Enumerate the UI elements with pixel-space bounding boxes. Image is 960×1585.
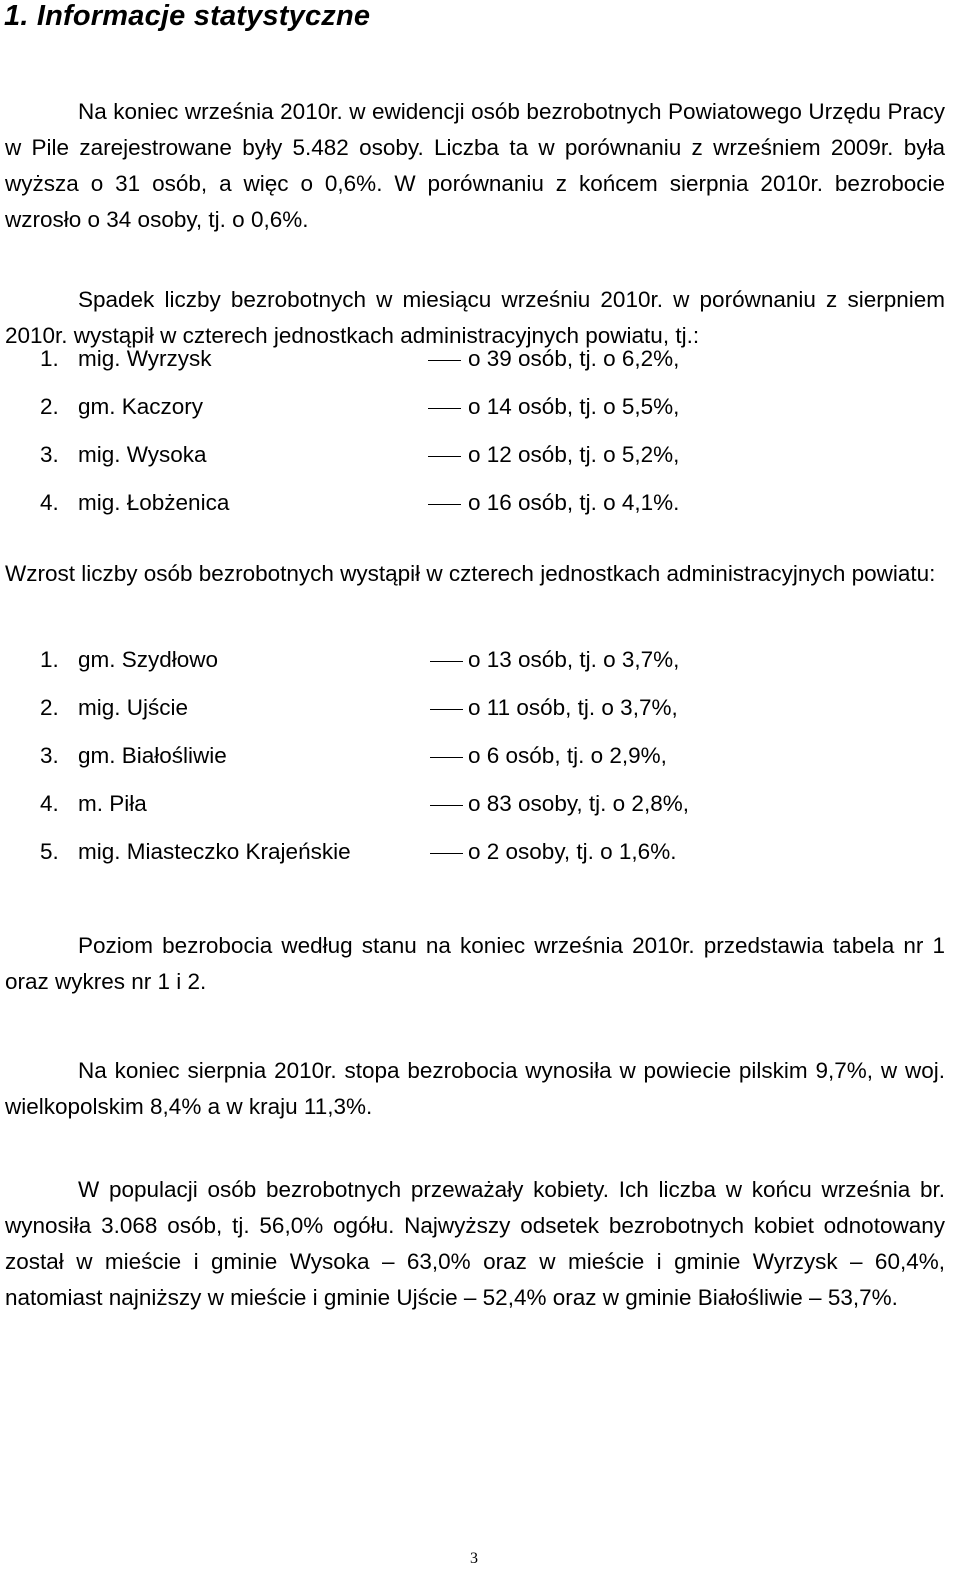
level-paragraph bbox=[5, 928, 945, 1000]
item-number: 2. bbox=[40, 394, 59, 419]
level-text: Poziom bezrobocia według stanu na koniec września 2010r. przedstawia tabela nr 1 oraz wykres nr 1 i 2. bbox=[5, 933, 945, 994]
dash bbox=[430, 757, 463, 758]
increase-list bbox=[40, 644, 740, 884]
item-value: o 39 osób, tj. o 6,2%, bbox=[468, 346, 680, 371]
item-place: gm. Szydłowo bbox=[78, 647, 219, 672]
intro-paragraph bbox=[5, 94, 945, 238]
item-number: 2. bbox=[40, 695, 59, 720]
increase-text: Wzrost liczby osób bezrobotnych wystąpił w czterech jednostkach administracyjnych powiatu: bbox=[5, 561, 936, 586]
women-text: W populacji osób bezrobotnych przeważały kobiety. Ich liczba w końcu września br. wynosiła 3.068 osób, tj. 56,0% ogółu. Najwyższy odsetek bezrobotnych kobiet odnotowany został w mieście i gminie Wysoka – 63,0% oraz w mieście i gminie Wyrzysk – 60,4%, natomiast najniższy w mieście i gminie Ujście – 52,4% oraz w gminie Białośliwie – 53,7%. bbox=[5, 1177, 945, 1310]
item-place: mig. Wyrzysk bbox=[78, 346, 212, 371]
item-place: m. Piła bbox=[78, 791, 147, 816]
list-item bbox=[40, 740, 740, 788]
decrease-text: Spadek liczby bezrobotnych w miesiącu wrześniu 2010r. w porównaniu z sierpniem 2010r. wystąpił w czterech jednostkach administracyjnych powiatu, tj.: bbox=[5, 287, 945, 348]
dash bbox=[428, 456, 461, 457]
increase-paragraph bbox=[5, 556, 945, 592]
decrease-list bbox=[40, 343, 740, 535]
dash bbox=[430, 805, 463, 806]
dash bbox=[428, 504, 461, 505]
list-item bbox=[40, 391, 740, 439]
list-item bbox=[40, 644, 740, 692]
item-number: 3. bbox=[40, 442, 59, 467]
list-item bbox=[40, 692, 740, 740]
intro-text: Na koniec września 2010r. w ewidencji osób bezrobotnych Powiatowego Urzędu Pracy w Pile zarejestrowane były 5.482 osoby. Liczba ta w porównaniu z wrześniem 2009r. była wyższa o 31 osób, a więc o 0,6%. W porównaniu z końcem sierpnia 2010r. bezrobocie wzrosło o 34 osoby, tj. o 0,6%. bbox=[5, 99, 945, 232]
item-place: gm. Kaczory bbox=[78, 394, 204, 419]
item-number: 4. bbox=[40, 490, 59, 515]
item-place: mig. Miasteczko Krajeńskie bbox=[78, 839, 351, 864]
page-number: 3 bbox=[470, 1550, 478, 1567]
dash bbox=[430, 853, 463, 854]
item-value: o 83 osoby, tj. o 2,8%, bbox=[468, 791, 689, 816]
item-place: gm. Białośliwie bbox=[78, 743, 227, 768]
item-number: 4. bbox=[40, 791, 59, 816]
item-place: mig. Łobżenica bbox=[78, 490, 230, 515]
list-item bbox=[40, 343, 740, 391]
dash bbox=[428, 408, 461, 409]
list-item bbox=[40, 439, 740, 487]
dash bbox=[428, 360, 461, 361]
item-value: o 11 osób, tj. o 3,7%, bbox=[468, 695, 678, 720]
item-value: o 6 osób, tj. o 2,9%, bbox=[468, 743, 667, 768]
dash bbox=[430, 661, 463, 662]
item-number: 5. bbox=[40, 839, 59, 864]
rate-paragraph bbox=[5, 1053, 945, 1125]
rate-text: Na koniec sierpnia 2010r. stopa bezrobocia wynosiła w powiecie pilskim 9,7%, w woj. wielkopolskim 8,4% a w kraju 11,3%. bbox=[5, 1058, 945, 1119]
item-value: o 14 osób, tj. o 5,5%, bbox=[468, 394, 680, 419]
item-number: 3. bbox=[40, 743, 59, 768]
item-value: o 12 osób, tj. o 5,2%, bbox=[468, 442, 680, 467]
list-item bbox=[40, 836, 740, 884]
item-place: mig. Wysoka bbox=[78, 442, 207, 467]
list-item bbox=[40, 487, 740, 535]
section-heading: 1. Informacje statystyczne bbox=[4, 0, 371, 32]
women-paragraph bbox=[5, 1172, 945, 1316]
item-value: o 16 osób, tj. o 4,1%. bbox=[468, 490, 680, 515]
item-place: mig. Ujście bbox=[78, 695, 189, 720]
item-value: o 13 osób, tj. o 3,7%, bbox=[468, 647, 680, 672]
item-number: 1. bbox=[40, 346, 59, 371]
list-item bbox=[40, 788, 740, 836]
item-value: o 2 osoby, tj. o 1,6%. bbox=[468, 839, 677, 864]
dash bbox=[430, 709, 463, 710]
item-number: 1. bbox=[40, 647, 59, 672]
